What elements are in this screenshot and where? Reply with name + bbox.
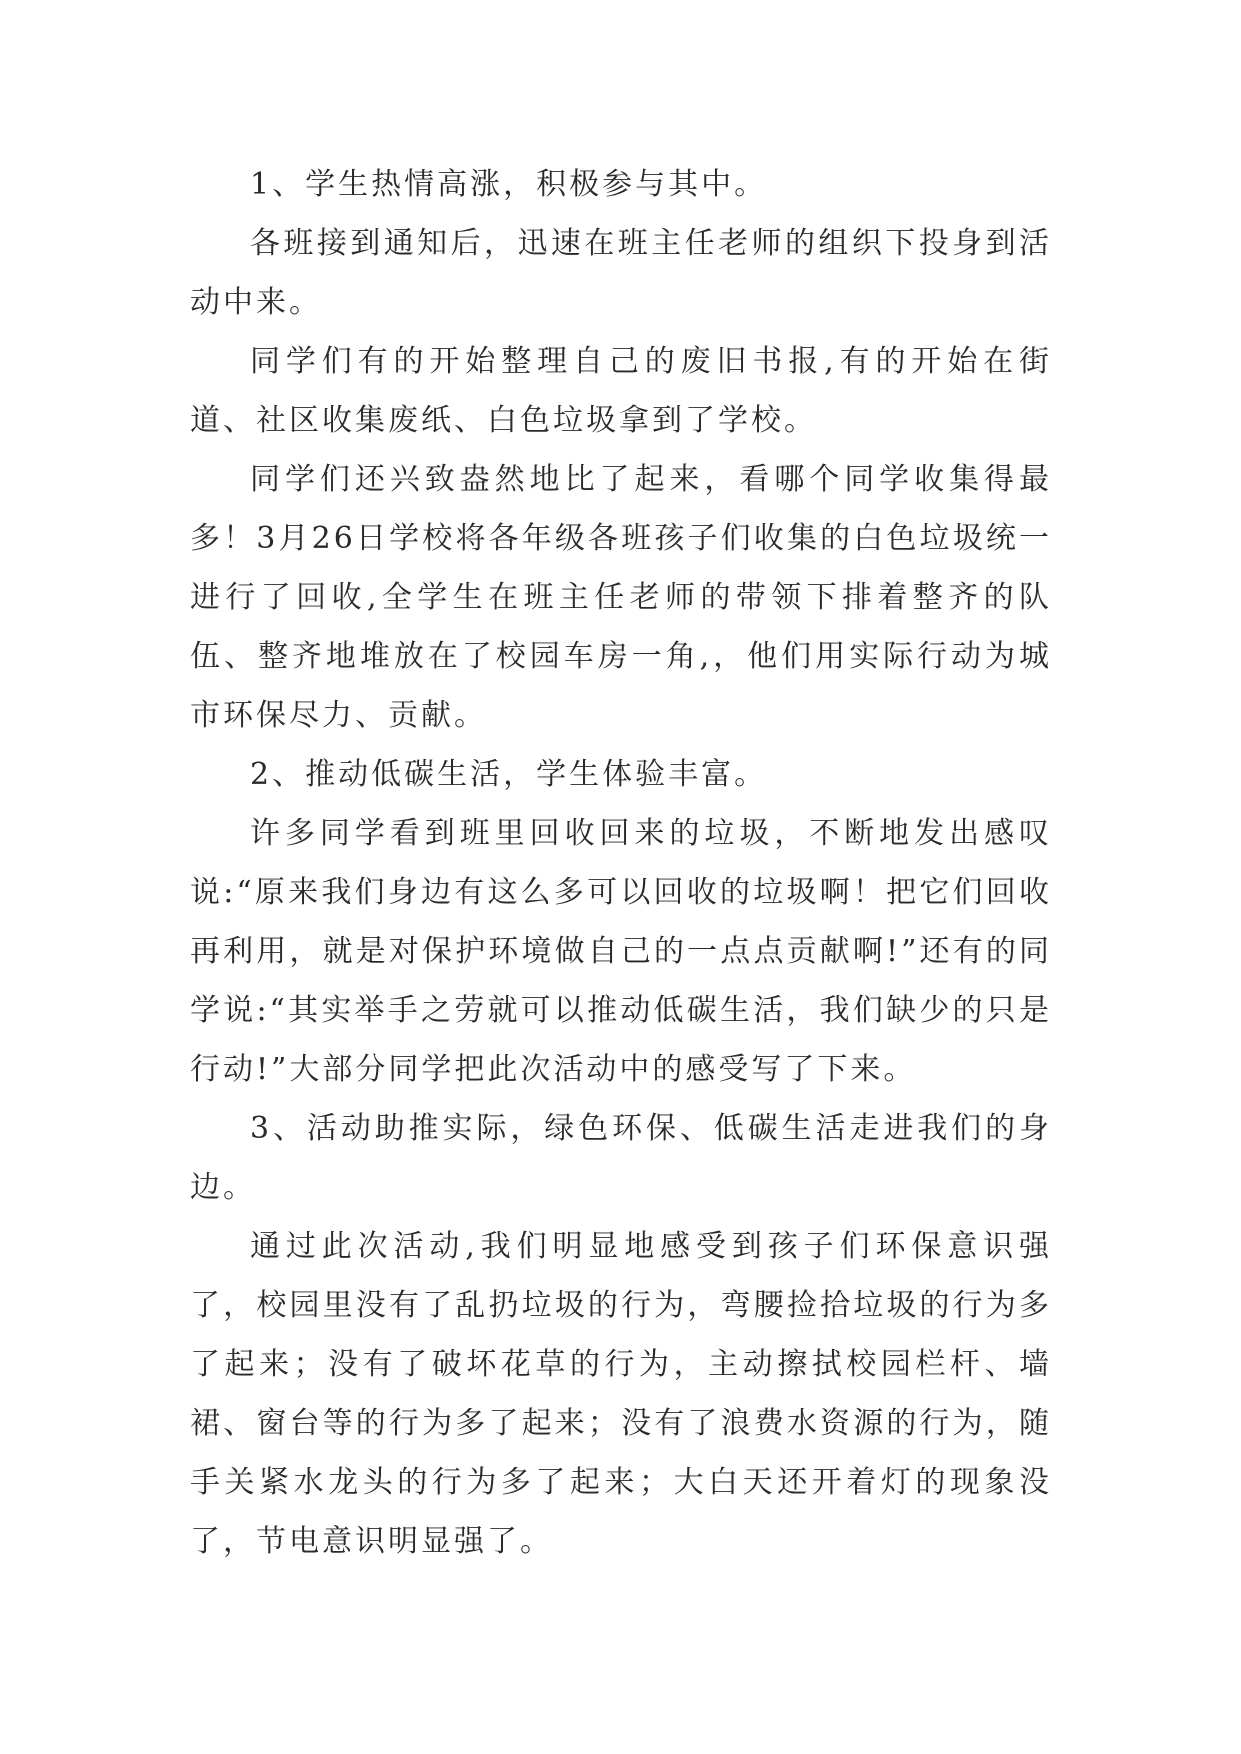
heading-3: 3、活动助推实际，绿色环保、低碳生活走进我们的身边。: [190, 1111, 1052, 1205]
document-body: [190, 155, 1052, 1571]
heading-1: 1、学生热情高涨，积极参与其中。: [250, 167, 768, 202]
heading-2: 2、推动低碳生活，学生体验丰富。: [250, 757, 768, 792]
paragraph: 许多同学看到班里回收回来的垃圾，不断地发出感叹说:“原来我们身边有这么多可以回收的垃圾啊！把它们回收再利用，就是对保护环境做自己的一点点贡献啊!”还有的同学说:“其实举手之劳就可以推动低碳生活，我们缺少的只是行动!”大部分同学把此次活动中的感受写了下来。: [190, 816, 1052, 1087]
paragraph: 各班接到通知后，迅速在班主任老师的组织下投身到活动中来。: [190, 226, 1052, 320]
paragraph: 同学们还兴致盎然地比了起来，看哪个同学收集得最多！3月26日学校将各年级各班孩子们收集的白色垃圾统一进行了回收,全学生在班主任老师的带领下排着整齐的队伍、整齐地堆放在了校园车房一角,，他们用实际行动为城市环保尽力、贡献。: [190, 462, 1052, 733]
paragraph: 通过此次活动,我们明显地感受到孩子们环保意识强了，校园里没有了乱扔垃圾的行为，弯腰捡拾垃圾的行为多了起来；没有了破坏花草的行为，主动擦拭校园栏杆、墙裙、窗台等的行为多了起来；没有了浪费水资源的行为，随手关紧水龙头的行为多了起来；大白天还开着灯的现象没了，节电意识明显强了。: [190, 1229, 1052, 1559]
paragraph: 同学们有的开始整理自己的废旧书报,有的开始在街道、社区收集废纸、白色垃圾拿到了学校。: [190, 344, 1052, 438]
